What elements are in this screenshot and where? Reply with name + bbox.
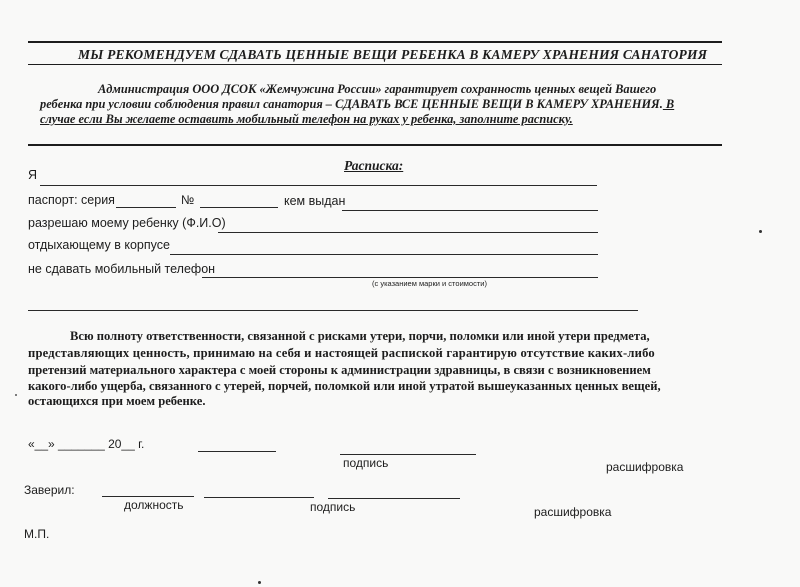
phone-line[interactable] [202, 277, 598, 278]
certified-signature-caption: подпись [310, 500, 356, 514]
decode-caption: расшифровка [606, 460, 684, 474]
i-label: Я [28, 168, 38, 182]
passport-number-label: № [181, 193, 195, 207]
certified-position-line[interactable] [102, 496, 194, 497]
phone-label: не сдавать мобильный телефон [28, 262, 216, 276]
extra-line[interactable] [28, 310, 638, 311]
title-underline [28, 64, 722, 65]
responsibility-line-3: претензий материального характера с моей стороны к администрации здравницы, в связи с возникновением [28, 363, 651, 377]
intro-line-2 [40, 97, 674, 112]
responsibility-line-5: остающихся при моем ребенке. [28, 394, 206, 408]
intro-line-2-text: ребенка при условии соблюдения правил санатория – СДАВАТЬ ВСЕ ЦЕННЫЕ ВЕЩИ В КАМЕРУ ХРАНЕНИЯ. [40, 97, 663, 111]
signature-line[interactable] [198, 451, 276, 452]
intro-line-3: случае если Вы желаете оставить мобильный телефон на руках у ребенка, заполните расписку. [40, 112, 573, 126]
passport-series-label: паспорт: серия [28, 193, 115, 207]
responsibility-line-1: Всю полноту ответственности, связанной с рисками утери, порчи, поломки или иной утери предмета, [70, 329, 650, 343]
building-line[interactable] [170, 254, 598, 255]
stamp-label: М.П. [24, 527, 50, 541]
certified-label: Заверил: [24, 483, 75, 497]
certified-position-caption: должность [124, 498, 184, 512]
scan-speck [15, 394, 17, 396]
issued-by-label: кем выдан [284, 194, 346, 208]
scan-speck [258, 581, 261, 584]
issued-by-line[interactable] [342, 210, 598, 211]
document-title: МЫ РЕКОМЕНДУЕМ СДАВАТЬ ЦЕННЫЕ ВЕЩИ РЕБЕНКА В КАМЕРУ ХРАНЕНИЯ САНАТОРИЯ [78, 47, 708, 62]
top-rule [28, 41, 722, 43]
intro-line-1: Администрация ООО ДСОК «Жемчужина России» гарантирует сохранность ценных вещей Вашего [98, 82, 657, 96]
phone-note: (с указанием марки и стоимости) [372, 279, 487, 288]
responsibility-line-2: представляющих ценность, принимаю на себя и настоящей распиской гарантирую отсутствие каких-либо [28, 346, 655, 360]
responsibility-line-4: какого-либо ущерба, связанного с утерей, порчей, поломкой или иной утратой вышеуказанных ценных вещей, [28, 379, 661, 393]
certified-decode-line[interactable] [328, 498, 460, 499]
receipt-title: Расписка: [344, 158, 404, 173]
full-name-line[interactable] [40, 185, 597, 186]
child-name-line[interactable] [218, 232, 598, 233]
decode-line[interactable] [340, 454, 476, 455]
certified-signature-line[interactable] [204, 497, 314, 498]
certified-decode-caption: расшифровка [534, 505, 612, 519]
passport-series-line[interactable] [116, 207, 176, 208]
date-field[interactable]: «__» _______ 20__ г. [28, 437, 145, 451]
child-name-label: разрешаю моему ребенку (Ф.И.О) [28, 216, 226, 230]
signature-caption: подпись [343, 456, 389, 470]
passport-number-line[interactable] [200, 207, 278, 208]
scan-speck [759, 230, 762, 233]
building-label: отдыхающему в корпусе [28, 238, 170, 252]
section-divider [28, 144, 722, 146]
intro-line-2-end: В [662, 97, 675, 111]
